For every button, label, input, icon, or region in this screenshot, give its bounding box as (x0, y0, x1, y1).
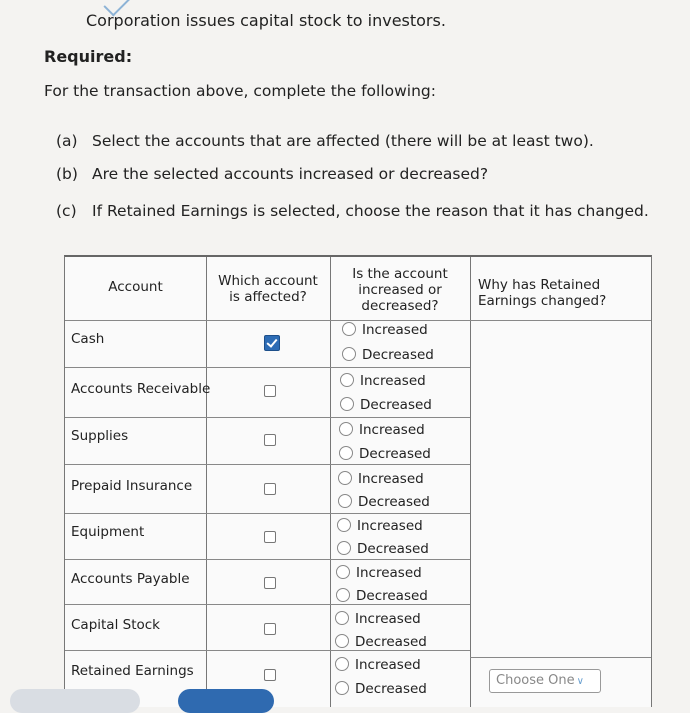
required-label: Required: (44, 47, 133, 66)
row-divider (65, 417, 470, 418)
radio-icon[interactable] (339, 422, 353, 436)
affected-checkbox-equipment[interactable] (264, 531, 276, 543)
increased-option[interactable]: Increased (339, 422, 425, 438)
header-divider (65, 320, 651, 321)
column-divider (330, 257, 331, 707)
increased-option[interactable]: Increased (336, 565, 422, 581)
row-divider (470, 657, 651, 658)
radio-icon[interactable] (335, 657, 349, 671)
increased-option[interactable]: Increased (335, 611, 421, 627)
radio-icon[interactable] (342, 322, 356, 336)
radio-icon[interactable] (337, 518, 351, 532)
radio-icon[interactable] (340, 373, 354, 387)
header-reason: Why has Retained Earnings changed? (478, 277, 607, 309)
radio-icon[interactable] (338, 471, 352, 485)
radio-icon[interactable] (336, 588, 350, 602)
radio-icon[interactable] (342, 347, 356, 361)
increased-option[interactable]: Increased (335, 657, 421, 673)
radio-icon[interactable] (336, 565, 350, 579)
part-a: (a) Select the accounts that are affected (there will be at least two). (56, 132, 594, 150)
decreased-option[interactable]: Decreased (336, 588, 428, 604)
chevron-down-icon: ∨ (576, 676, 584, 687)
radio-icon[interactable] (335, 611, 349, 625)
row-divider (65, 559, 470, 560)
row-divider (65, 513, 470, 514)
account-equipment: Equipment (71, 524, 145, 540)
decreased-option[interactable]: Decreased (338, 494, 430, 510)
row-divider (65, 604, 470, 605)
column-divider (206, 257, 207, 707)
transaction-statement: Corporation issues capital stock to investors. (86, 11, 446, 30)
part-c: (c) If Retained Earnings is selected, choose the reason that it has changed. (56, 202, 649, 220)
account-cash: Cash (71, 331, 105, 347)
radio-icon[interactable] (335, 681, 349, 695)
decreased-option[interactable]: Decreased (337, 541, 429, 557)
radio-icon[interactable] (337, 541, 351, 555)
account-retained-earnings: Retained Earnings (71, 663, 194, 679)
decreased-option[interactable]: Decreased (339, 446, 431, 462)
account-accounts-payable: Accounts Payable (71, 571, 190, 587)
primary-button[interactable] (178, 689, 274, 713)
radio-icon[interactable] (339, 446, 353, 460)
affected-checkbox-retained-earnings[interactable] (264, 669, 276, 681)
secondary-button[interactable] (10, 689, 140, 713)
radio-icon[interactable] (340, 397, 354, 411)
account-capital-stock: Capital Stock (71, 617, 160, 633)
accounts-table (64, 255, 652, 707)
column-divider (470, 257, 471, 707)
header-affected: Which account is affected? (218, 273, 318, 305)
header-change: Is the account increased or decreased? (352, 266, 448, 314)
row-divider (65, 650, 470, 651)
account-accounts-receivable: Accounts Receivable (71, 381, 211, 397)
decreased-option[interactable]: Decreased (340, 397, 432, 413)
account-supplies: Supplies (71, 428, 129, 444)
increased-option[interactable]: Increased (340, 373, 426, 389)
affected-checkbox-prepaid-insurance[interactable] (264, 483, 276, 495)
increased-option[interactable]: Increased (342, 322, 428, 338)
decreased-option[interactable]: Decreased (335, 634, 427, 650)
instruction-text: For the transaction above, complete the following: (44, 82, 436, 100)
increased-option[interactable]: Increased (338, 471, 424, 487)
decreased-option[interactable]: Decreased (335, 681, 427, 697)
decreased-option[interactable]: Decreased (342, 347, 434, 363)
part-b: (b) Are the selected accounts increased or decreased? (56, 165, 489, 183)
reason-dropdown[interactable]: Choose One ∨ (489, 669, 601, 693)
affected-checkbox-accounts-receivable[interactable] (264, 385, 276, 397)
row-divider (65, 464, 470, 465)
radio-icon[interactable] (338, 494, 352, 508)
increased-option[interactable]: Increased (337, 518, 423, 534)
row-divider (65, 367, 470, 368)
affected-checkbox-supplies[interactable] (264, 434, 276, 446)
radio-icon[interactable] (335, 634, 349, 648)
affected-checkbox-cash[interactable] (264, 335, 280, 351)
header-account: Account (108, 279, 163, 295)
affected-checkbox-accounts-payable[interactable] (264, 577, 276, 589)
account-prepaid-insurance: Prepaid Insurance (71, 478, 193, 494)
affected-checkbox-capital-stock[interactable] (264, 623, 276, 635)
